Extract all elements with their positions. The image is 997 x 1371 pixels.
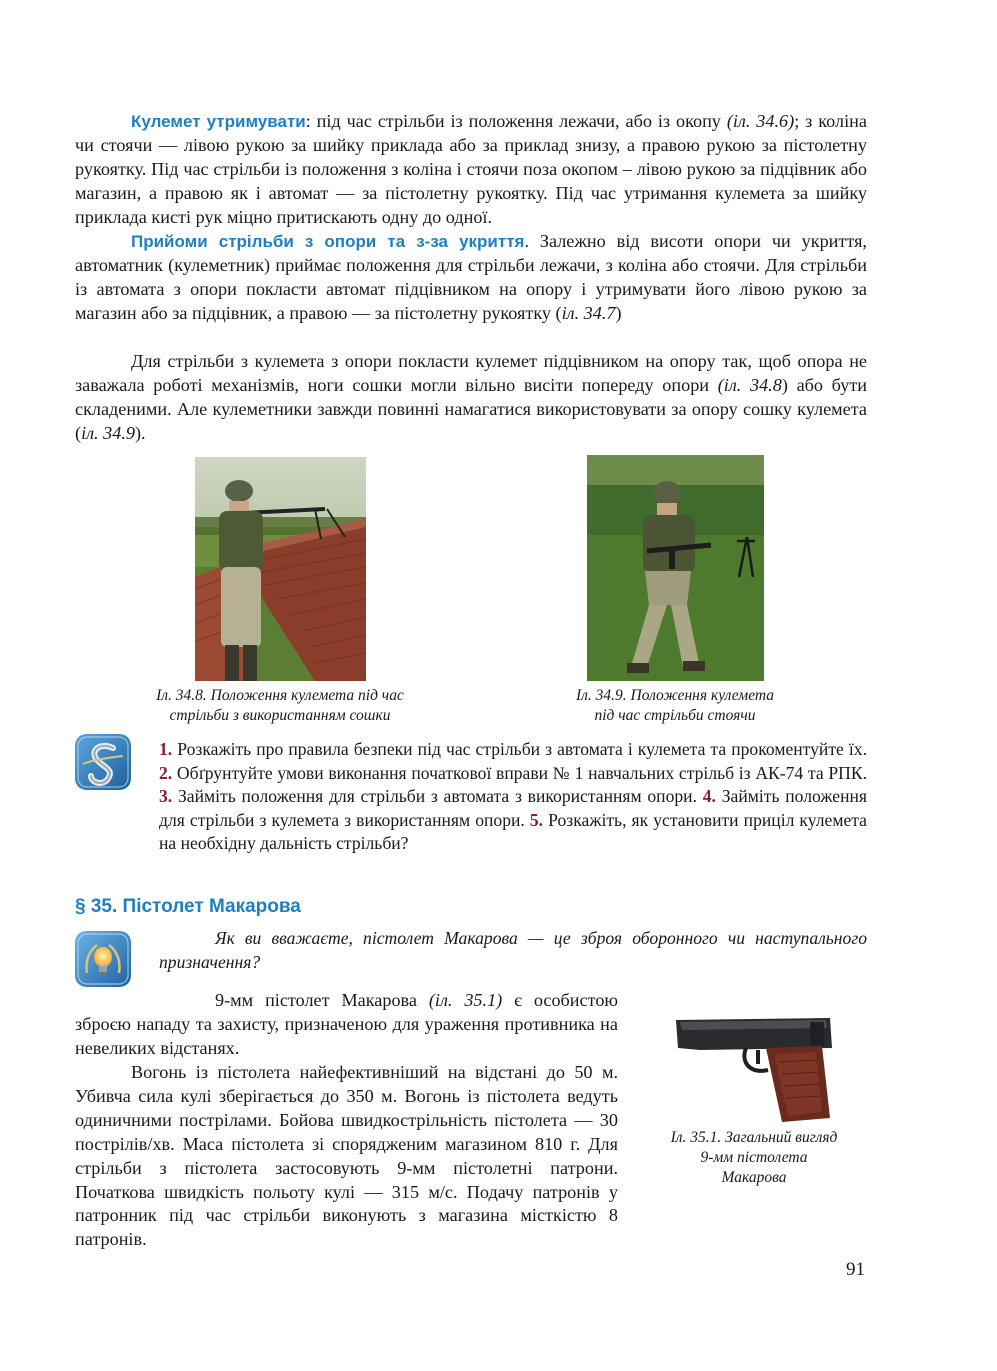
section-title: § 35. Пістолет Макарова [75,896,301,917]
page-number: 91 [846,1259,865,1280]
figure-34-9-photo [587,455,764,681]
figure-ref-34-9: іл. 34.9 [81,422,135,443]
question-2-text: Обґрунтуйте умови виконання початкової вправи № 1 навчальних стрільб із АК-74 та РПК. [172,762,867,783]
figure-ref-34-7: іл. 34.7 [561,302,616,323]
lightbulb-wreath-icon [75,931,131,987]
figure-34-9-caption: Іл. 34.9. Положення кулемета під час стрільби стоячи [575,687,775,724]
soldier-standing-illustration [587,455,764,681]
question-3-text: Займіть положення для стрільби з автомата з використанням опори. [172,786,703,807]
paragraph-pm-characteristics: Вогонь із пістолета найефективніший на відстані до 50 м. Убивча сила кулі зберігається до 350 м. Вогонь із пістолета ведуть одиничними пострілами. Бойова швидкострільність пістолета — 30 пострілів/хв. Маса пістолета зі спорядженим магазином 810 г. Для стрільби з пістолета застосовують 9-мм пістолетні патрони. Початкова швидкість польоту кулі — 315 м/с. Подачу патронів у патронник під час стрільби виконують з магазина місткістю 8 патронів. [75,1062,618,1250]
review-questions [159,738,867,856]
paragraph-machine-gun-holding: Кулемет утримувати: під час стрільби із положення лежачи, або із окопу (іл. 34.6); з коліна чи стоячи — лівою рукою за шийку приклада або за приклад знизу, а правою рукою за пістолетну рукоятку. Під час стрільби із положення з коліна і стоячи поза окопом – лівою рукою за підцівник або магазин, а правою як і автомат — за пістолетну рукоятку. Під час утримання кулемета за шийку приклада кисті рук міцно притискають одну до одної. [75,111,867,227]
figure-35-1-caption: Іл. 35.1. Загальний вигляд 9-мм пістолета Макарова [670,1129,838,1186]
figure-ref-34-8: (іл. 34.8 [717,374,782,395]
figure-34-8-caption: Іл. 34.8. Положення кулемета під час стрільби з використанням сошки [156,687,404,724]
paragraph-pm-definition: 9-мм пістолет Макарова (іл. 35.1) є особистою зброєю нападу та захисту, призначеною для ураження противника на невеликих відстанях. [75,990,618,1058]
question-3-number: 3. [159,786,173,807]
question-4-text: Займіть положення для стрільби з кулемета з використанням опори. [159,786,867,830]
keyword-hold-machine-gun: Кулемет утримувати [131,112,306,131]
paragraph-support-firing: Прийоми стрільби з опори та з-за укриття. Залежно від висоти опори чи укриття, автоматник (кулеметник) приймає положення для стрільби лежачи, з коліна або стоячи. Для стрільби із автомата з опори покласти автомат підцівником на опору і утримувати його лівою рукою за магазин або за підцівник, а правою — за пістолетну рукоятку (іл. 34.7) [75,231,867,323]
paragraph-machine-gun-support: Для стрільби з кулемета з опори покласти кулемет підцівником на опору так, щоб опора не заважала роботі механізмів, ноги сошки могли вільно висіти попереду опори (іл. 34.8) або бути складеними. Але кулеметники завжди повинні намагатися використовувати за опору сошку кулемета (іл. 34.9). [75,351,867,443]
figure-35-1-photo [670,1014,838,1124]
figure-34-8-photo [195,457,366,681]
soldier-at-brick-wall-illustration [195,457,366,681]
question-5-text: Розкажіть, як установити приціл кулемета на необхідну дальність стрільби? [159,809,867,854]
question-1-text: Розкажіть про правила безпеки під час стрільби з автомата і кулемета та прокоментуйте їх. [172,739,867,759]
makarov-pistol-illustration [670,1014,838,1124]
figure-ref-35-1: (іл. 35.1) [428,990,503,1010]
question-5-number: 5. [529,809,544,830]
questions-s-icon [75,734,131,790]
question-2-number: 2. [159,762,173,783]
section-intro-question: Як ви вважаєте, пістолет Макарова — це зброя оборонного чи наступального призначення? [159,928,867,972]
keyword-support-firing: Прийоми стрільби з опори та з-за укриття [131,232,525,251]
question-4-number: 4. [702,786,716,807]
figure-ref-34-6: (іл. 34.6) [726,111,795,131]
question-1-number: 1. [159,739,173,759]
